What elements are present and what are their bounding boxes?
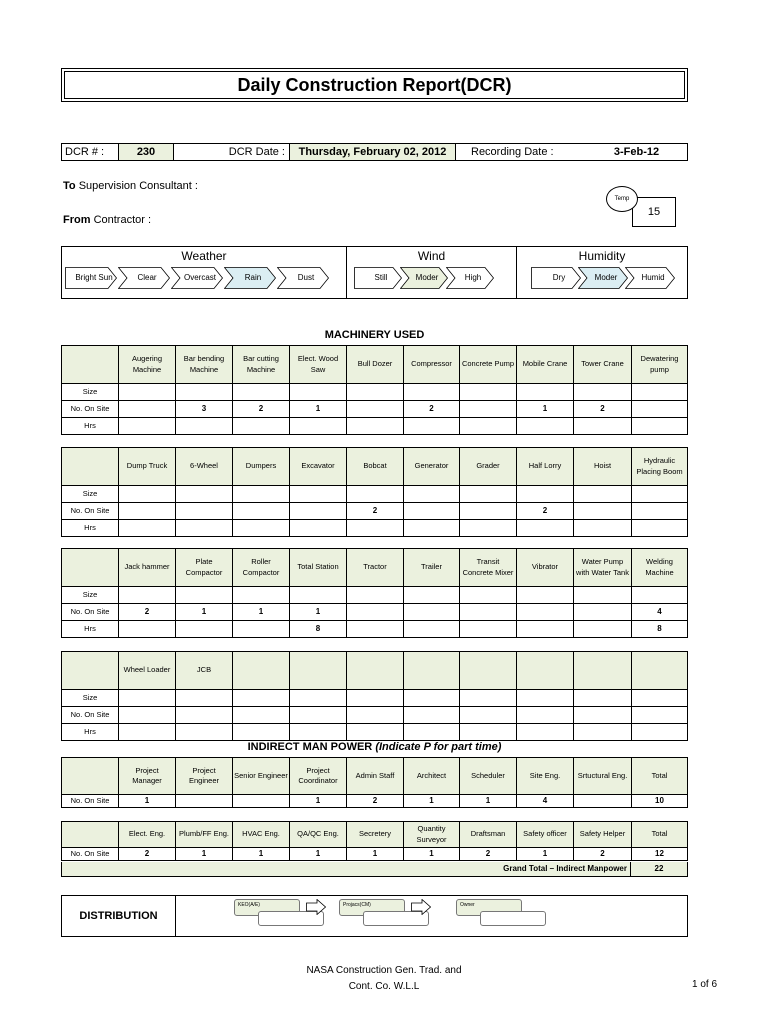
machine-hrs-cell[interactable] (574, 724, 632, 741)
machine-header: Hoist (574, 448, 632, 486)
machine-header (574, 652, 632, 690)
machine-header: Welding Machine (632, 549, 688, 587)
machine-size-cell[interactable] (517, 384, 574, 401)
staff-header: Project Engineer (176, 758, 233, 795)
machine-on-site-cell[interactable] (632, 401, 688, 418)
machine-hrs-cell[interactable] (119, 418, 176, 435)
distribution-step-projacs-cm: Projacs(CM) (339, 899, 405, 916)
machine-header: JCB (176, 652, 233, 690)
staff-count-cell[interactable]: 2 (347, 795, 404, 808)
machine-size-cell[interactable] (119, 690, 176, 707)
machine-size-cell[interactable] (517, 587, 574, 604)
machine-on-site-cell[interactable] (347, 604, 404, 621)
corner-cell (62, 549, 119, 587)
machine-header: Generator (404, 448, 460, 486)
machine-size-cell[interactable] (517, 690, 574, 707)
wind-option-moder[interactable] (400, 267, 448, 289)
staff-header: Admin Staff (347, 758, 404, 795)
machine-size-cell[interactable] (632, 384, 688, 401)
machine-size-cell[interactable] (517, 486, 574, 503)
machine-hrs-cell[interactable] (632, 520, 688, 537)
arrow-right-icon (411, 899, 431, 915)
total-header: Total (632, 758, 688, 795)
machine-hrs-cell[interactable] (632, 418, 688, 435)
machine-on-site-cell[interactable] (176, 707, 233, 724)
machine-on-site-cell[interactable]: 1 (233, 604, 290, 621)
machine-header: Roller Compactor (233, 549, 290, 587)
machine-hrs-cell[interactable] (574, 520, 632, 537)
machine-header (517, 652, 574, 690)
machine-size-cell[interactable] (119, 587, 176, 604)
staff-count-cell[interactable]: 1 (119, 795, 176, 808)
machinery-table-4 (61, 651, 688, 741)
machine-on-site-cell[interactable]: 1 (290, 401, 347, 418)
machine-size-cell[interactable] (460, 587, 517, 604)
machine-size-cell[interactable] (176, 486, 233, 503)
machine-size-cell[interactable] (290, 486, 347, 503)
dcr-date-value[interactable]: Thursday, February 02, 2012 (289, 144, 456, 160)
machine-hrs-cell[interactable] (347, 621, 404, 638)
machine-size-cell[interactable] (233, 384, 290, 401)
machine-on-site-cell[interactable] (404, 707, 460, 724)
staff-total-cell: 12 (632, 848, 688, 861)
machine-size-cell[interactable] (574, 587, 632, 604)
wind-option-label: Still (374, 272, 388, 282)
machine-size-cell[interactable] (290, 587, 347, 604)
machine-header: Mobile Crane (517, 346, 574, 384)
machine-hrs-cell[interactable] (233, 621, 290, 638)
machine-header: Elect. Wood Saw (290, 346, 347, 384)
wind-option-label: High (464, 272, 482, 282)
machine-hrs-cell[interactable] (119, 520, 176, 537)
machine-hrs-cell[interactable] (460, 724, 517, 741)
row-label-size: Size (62, 587, 119, 604)
machine-size-cell[interactable] (460, 486, 517, 503)
machine-on-site-cell[interactable]: 1 (290, 604, 347, 621)
machine-header: Plate Compactor (176, 549, 233, 587)
machine-size-cell[interactable] (290, 384, 347, 401)
machine-hrs-cell[interactable] (347, 520, 404, 537)
machine-hrs-cell[interactable] (517, 418, 574, 435)
humidity-title: Humidity (578, 249, 626, 263)
machine-header: Compressor (404, 346, 460, 384)
indirect-manpower-table-1 (61, 757, 688, 808)
indirect-heading-note: (Indicate P for part time) (375, 741, 502, 753)
machine-size-cell[interactable] (119, 384, 176, 401)
machine-header: Tractor (347, 549, 404, 587)
weather-option-bright-sun[interactable] (65, 267, 117, 289)
humidity-section (517, 247, 687, 298)
staff-header: Safety officer (517, 822, 574, 848)
machinery-table-3 (61, 548, 688, 638)
staff-header: Site Eng. (517, 758, 574, 795)
row-label-hrs: Hrs (62, 520, 119, 537)
distribution-label: DISTRIBUTION (62, 896, 176, 936)
machine-on-site-cell[interactable] (460, 503, 517, 520)
weather-option-label: Bright Sun (75, 272, 113, 282)
machine-header: Bobcat (347, 448, 404, 486)
row-label-on-site: No. On Site (62, 795, 119, 808)
machine-on-site-cell[interactable] (233, 707, 290, 724)
dcr-number-label: DCR # : (62, 144, 119, 160)
wind-option-high[interactable] (446, 267, 494, 289)
machine-header: Bull Dozer (347, 346, 404, 384)
machine-hrs-cell[interactable] (404, 724, 460, 741)
machine-hrs-cell[interactable] (632, 724, 688, 741)
dcr-date-label: DCR Date : (228, 146, 285, 158)
staff-count-cell[interactable]: 4 (517, 795, 574, 808)
machinery-table-1 (61, 345, 688, 435)
machine-header: Wheel Loader (119, 652, 176, 690)
staff-count-cell[interactable]: 2 (460, 848, 517, 861)
machine-size-cell[interactable] (404, 384, 460, 401)
machine-size-cell[interactable] (233, 486, 290, 503)
machine-size-cell[interactable] (404, 690, 460, 707)
machine-size-cell[interactable] (119, 486, 176, 503)
machine-header: Jack hammer (119, 549, 176, 587)
distribution-signoff-field[interactable] (480, 911, 546, 926)
machine-size-cell[interactable] (233, 690, 290, 707)
row-label-on-site: No. On Site (62, 604, 119, 621)
grand-total-value: 22 (630, 862, 687, 876)
machine-header: Bar cutting Machine (233, 346, 290, 384)
row-label-size: Size (62, 384, 119, 401)
machine-on-site-cell[interactable] (290, 503, 347, 520)
machine-header: Dewatering pump (632, 346, 688, 384)
wind-section (347, 247, 517, 298)
machine-on-site-cell[interactable] (460, 604, 517, 621)
staff-count-cell[interactable]: 1 (347, 848, 404, 861)
weather-option-clear[interactable] (118, 267, 170, 289)
conditions-box (61, 246, 688, 299)
machine-size-cell[interactable] (404, 587, 460, 604)
machine-hrs-cell[interactable] (119, 724, 176, 741)
staff-header: Plumb/FF Eng. (176, 822, 233, 848)
machine-on-site-cell[interactable] (404, 604, 460, 621)
page-title: Daily Construction Report(DCR) (64, 71, 685, 99)
machine-hrs-cell[interactable] (404, 621, 460, 638)
machine-hrs-cell[interactable] (176, 418, 233, 435)
machine-size-cell[interactable] (404, 486, 460, 503)
from-line (63, 214, 151, 226)
title-frame (61, 68, 688, 102)
machinery-heading: MACHINERY USED (324, 329, 425, 341)
machine-size-cell[interactable] (347, 486, 404, 503)
corner-cell (62, 652, 119, 690)
machine-size-cell[interactable] (574, 690, 632, 707)
staff-header: Quantity Surveyor (404, 822, 460, 848)
weather-title: Weather (181, 249, 227, 263)
machine-hrs-cell[interactable] (517, 621, 574, 638)
machine-header (233, 652, 290, 690)
staff-count-cell[interactable]: 1 (290, 848, 347, 861)
machine-header: Half Lorry (517, 448, 574, 486)
row-label-hrs: Hrs (62, 418, 119, 435)
wind-option-label: Moder (415, 272, 439, 282)
machine-hrs-cell[interactable] (290, 418, 347, 435)
staff-count-cell[interactable]: 1 (176, 848, 233, 861)
humidity-option-label: Humid (641, 272, 665, 282)
machine-hrs-cell[interactable] (517, 520, 574, 537)
machine-hrs-cell[interactable] (176, 621, 233, 638)
machine-header: Water Pump with Water Tank (574, 549, 632, 587)
indirect-heading-main: INDIRECT MAN POWER (247, 741, 373, 753)
machine-size-cell[interactable] (290, 690, 347, 707)
machine-header: Excavator (290, 448, 347, 486)
recording-date-value[interactable]: 3-Feb-12 (613, 146, 660, 158)
corner-cell (62, 448, 119, 486)
machine-on-site-cell[interactable] (517, 604, 574, 621)
staff-count-cell[interactable]: 1 (290, 795, 347, 808)
machine-header (290, 652, 347, 690)
machine-hrs-cell[interactable] (290, 520, 347, 537)
machine-hrs-cell[interactable] (460, 520, 517, 537)
machine-size-cell[interactable] (460, 690, 517, 707)
indirect-manpower-table-2 (61, 821, 688, 861)
corner-cell (62, 822, 119, 848)
machine-hrs-cell[interactable] (347, 724, 404, 741)
machine-on-site-cell[interactable] (460, 707, 517, 724)
machine-hrs-cell[interactable]: 8 (632, 621, 688, 638)
machine-size-cell[interactable] (574, 384, 632, 401)
machine-hrs-cell[interactable] (176, 724, 233, 741)
machine-size-cell[interactable] (632, 690, 688, 707)
temp-value[interactable]: 15 (632, 197, 676, 227)
machine-on-site-cell[interactable]: 1 (176, 604, 233, 621)
machine-on-site-cell[interactable] (460, 401, 517, 418)
machine-header: Dumpers (233, 448, 290, 486)
grand-total-label: Grand Total – Indirect Manpower (503, 864, 627, 873)
staff-count-cell[interactable] (233, 795, 290, 808)
staff-header: Senior Engineer (233, 758, 290, 795)
weather-option-label: Overcast (183, 272, 216, 282)
row-label-hrs: Hrs (62, 621, 119, 638)
weather-option-dust[interactable] (277, 267, 329, 289)
machine-hrs-cell[interactable] (119, 621, 176, 638)
weather-option-overcast[interactable] (171, 267, 223, 289)
machine-on-site-cell[interactable]: 3 (176, 401, 233, 418)
machine-size-cell[interactable] (632, 587, 688, 604)
machine-on-site-cell[interactable]: 4 (632, 604, 688, 621)
machine-on-site-cell[interactable] (574, 503, 632, 520)
row-label-hrs: Hrs (62, 724, 119, 741)
recording-date-label: Recording Date : (471, 146, 554, 158)
row-label-on-site: No. On Site (62, 401, 119, 418)
machine-hrs-cell[interactable] (460, 621, 517, 638)
machine-hrs-cell[interactable] (574, 621, 632, 638)
staff-header: Srtuctural Eng. (574, 758, 632, 795)
staff-header: Architect (404, 758, 460, 795)
staff-header: Secretery (347, 822, 404, 848)
staff-header: QA/QC Eng. (290, 822, 347, 848)
machine-header (460, 652, 517, 690)
staff-count-cell[interactable]: 1 (517, 848, 574, 861)
distribution-step-owner: Owner (456, 899, 522, 916)
machine-hrs-cell[interactable] (233, 724, 290, 741)
weather-option-label: Rain (244, 272, 262, 282)
corner-cell (62, 758, 119, 795)
machine-size-cell[interactable] (632, 486, 688, 503)
machine-hrs-cell[interactable] (233, 418, 290, 435)
total-header: Total (632, 822, 688, 848)
machine-header: Concrete Pump (460, 346, 517, 384)
staff-header: Project Manager (119, 758, 176, 795)
machine-hrs-cell[interactable]: 8 (290, 621, 347, 638)
staff-header: Safety Helper (574, 822, 632, 848)
machine-size-cell[interactable] (460, 384, 517, 401)
machine-on-site-cell[interactable]: 2 (574, 401, 632, 418)
humidity-option-label: Moder (594, 272, 618, 282)
distribution-box (61, 895, 688, 937)
machine-size-cell[interactable] (574, 486, 632, 503)
machine-on-site-cell[interactable] (119, 401, 176, 418)
staff-header: Project Coordinator (290, 758, 347, 795)
temp-label: Temp (606, 186, 638, 212)
machine-on-site-cell[interactable] (574, 604, 632, 621)
grand-total-row (61, 862, 688, 877)
arrow-right-icon (306, 899, 326, 915)
machine-size-cell[interactable] (347, 690, 404, 707)
machine-on-site-cell[interactable] (632, 707, 688, 724)
staff-count-cell[interactable]: 1 (404, 795, 460, 808)
machine-on-site-cell[interactable] (632, 503, 688, 520)
staff-header: Elect. Eng. (119, 822, 176, 848)
machine-header (632, 652, 688, 690)
machine-hrs-cell[interactable] (404, 520, 460, 537)
machine-header: Grader (460, 448, 517, 486)
machine-hrs-cell[interactable] (404, 418, 460, 435)
weather-section (62, 247, 347, 298)
humidity-option-humid[interactable] (625, 267, 675, 289)
machine-on-site-cell[interactable] (176, 503, 233, 520)
machine-header: Total Station (290, 549, 347, 587)
machine-hrs-cell[interactable] (574, 418, 632, 435)
machine-on-site-cell[interactable]: 2 (119, 604, 176, 621)
machine-on-site-cell[interactable] (404, 503, 460, 520)
row-label-on-site: No. On Site (62, 707, 119, 724)
machine-on-site-cell[interactable]: 2 (517, 503, 574, 520)
machine-hrs-cell[interactable] (233, 520, 290, 537)
machine-on-site-cell[interactable]: 2 (404, 401, 460, 418)
machine-on-site-cell[interactable] (233, 503, 290, 520)
footer (0, 963, 768, 995)
dcr-info-bar (61, 143, 688, 161)
machine-header: Augering Machine (119, 346, 176, 384)
distribution-step-keo-a-e: KEO(A/E) (234, 899, 300, 916)
staff-count-cell[interactable]: 1 (404, 848, 460, 861)
to-label: To (63, 180, 76, 192)
machine-header: Transit Concrete Mixer (460, 549, 517, 587)
machine-hrs-cell[interactable] (460, 418, 517, 435)
machine-on-site-cell[interactable] (347, 707, 404, 724)
staff-header: Scheduler (460, 758, 517, 795)
footer-company-line2: Cont. Co. W.L.L (348, 981, 420, 992)
machine-size-cell[interactable] (347, 384, 404, 401)
weather-option-label: Dust (297, 272, 315, 282)
machine-on-site-cell[interactable] (574, 707, 632, 724)
wind-option-still[interactable] (354, 267, 402, 289)
machine-hrs-cell[interactable] (176, 520, 233, 537)
staff-header: HVAC Eng. (233, 822, 290, 848)
staff-count-cell[interactable]: 1 (460, 795, 517, 808)
to-text: Supervision Consultant : (78, 180, 198, 192)
machinery-table-2 (61, 447, 688, 537)
machine-header (347, 652, 404, 690)
weather-option-label: Clear (137, 272, 157, 282)
machine-on-site-cell[interactable] (290, 707, 347, 724)
machine-on-site-cell[interactable]: 2 (347, 503, 404, 520)
machine-size-cell[interactable] (176, 690, 233, 707)
machine-header: Hydraulic Placing Boom (632, 448, 688, 486)
from-label: From (63, 214, 91, 226)
row-label-size: Size (62, 690, 119, 707)
machine-on-site-cell[interactable]: 2 (233, 401, 290, 418)
row-label-on-site: No. On Site (62, 848, 119, 861)
staff-count-cell[interactable] (574, 795, 632, 808)
staff-count-cell[interactable]: 2 (119, 848, 176, 861)
staff-count-cell[interactable] (176, 795, 233, 808)
machine-on-site-cell[interactable]: 1 (517, 401, 574, 418)
machine-on-site-cell[interactable] (517, 707, 574, 724)
machine-header: Trailer (404, 549, 460, 587)
humidity-option-label: Dry (552, 272, 566, 282)
from-text: Contractor : (93, 214, 152, 226)
machine-header: Bar bending Machine (176, 346, 233, 384)
machine-header: 6-Wheel (176, 448, 233, 486)
staff-header: Draftsman (460, 822, 517, 848)
machine-size-cell[interactable] (176, 384, 233, 401)
machine-on-site-cell[interactable] (119, 707, 176, 724)
humidity-option-moder[interactable] (578, 267, 628, 289)
machine-on-site-cell[interactable] (347, 401, 404, 418)
machine-hrs-cell[interactable] (517, 724, 574, 741)
weather-option-rain[interactable] (224, 267, 276, 289)
corner-cell (62, 346, 119, 384)
machine-header: Tower Crane (574, 346, 632, 384)
machine-on-site-cell[interactable] (119, 503, 176, 520)
to-line (63, 180, 198, 192)
page-number: 1 of 6 (692, 979, 718, 990)
machine-hrs-cell[interactable] (347, 418, 404, 435)
staff-count-cell[interactable]: 1 (233, 848, 290, 861)
machine-header: Dump Truck (119, 448, 176, 486)
wind-title: Wind (417, 249, 446, 263)
staff-count-cell[interactable]: 2 (574, 848, 632, 861)
dcr-number-value[interactable]: 230 (119, 144, 174, 160)
machine-size-cell[interactable] (347, 587, 404, 604)
footer-company-line1: NASA Construction Gen. Trad. and (306, 965, 462, 976)
indirect-heading (61, 741, 688, 753)
machine-size-cell[interactable] (176, 587, 233, 604)
machine-size-cell[interactable] (233, 587, 290, 604)
row-label-size: Size (62, 486, 119, 503)
humidity-option-dry[interactable] (531, 267, 581, 289)
machine-header: Vibrator (517, 549, 574, 587)
row-label-on-site: No. On Site (62, 503, 119, 520)
machine-header (404, 652, 460, 690)
staff-total-cell: 10 (632, 795, 688, 808)
machine-hrs-cell[interactable] (290, 724, 347, 741)
